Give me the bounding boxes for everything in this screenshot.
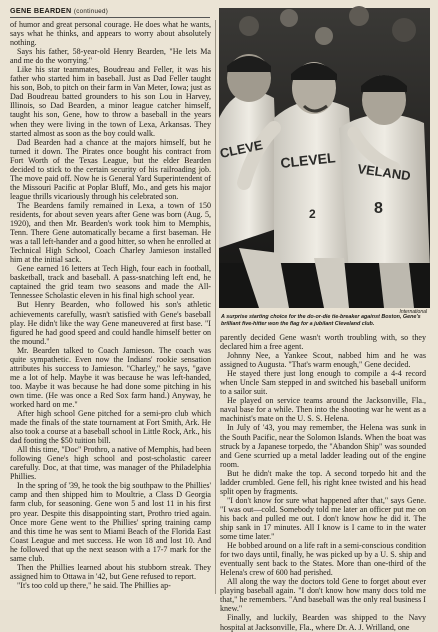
paragraph: The Beardens family remained in Lexa, a town of 150 residents, for about seven years after Gene was born (Aug. 5, 1920), and then Mr. Bearden's work took him to Memphis, Tenn. There Gene automatically became a first baseman. He was a tall left-hander and a good hitter, so when he enrolled at Technical High School, Coach Charley Jamieson installed him at the initial sack. [10, 200, 211, 265]
paragraph: Dad Bearden had a chance at the majors himself, but he turned it down. The Pirates once bought his contract from Fort Worth of the Texas League, but the elder Bearden decided to stick to the certain security of his railroading job. The move paid off. Now he is General Yard Superintendent of the Missouri Pacific at Poplar Bluff, Mo., and gets his major league thrills vicariously through his celebrated son. [10, 137, 211, 201]
paragraph: All along the way the doctors told Gene to forget about ever playing baseball again. "I don't know how many docs told me that," he remembers. "And baseball was the only real business I knew." [220, 577, 426, 614]
paragraph: parently decided Gene wasn't worth troubling with, so they declared him a free agent. [220, 333, 426, 352]
photo-credit: International [399, 309, 427, 315]
paragraph: He played on service teams around the Jacksonville, Fla., naval base for a while. Then into the shooting war he went as a machinist's mate on the U. S. S. Helena. [220, 396, 426, 424]
paragraph: Then the Phillies learned about his stubborn streak. They assigned him to Ottawa in '42, but Gene refused to report. [10, 562, 211, 581]
continued-label: (continued) [73, 8, 109, 15]
column-divider [215, 20, 216, 594]
paragraph: He bobbed around on a life raft in a semi-conscious condition for two days until, finally, he was picked up by a U. S. ship and eventually sent back to the States. More than one-third of the Helena's crew of 600 had perished. [220, 541, 426, 578]
paragraph: He stayed there just long enough to compile a 4-4 record when Uncle Sam stepped in and switched his baseball uniform to a sailor suit. [220, 369, 426, 397]
paragraph: Johnny Nee, a Yankee Scout, nabbed him and he was assigned to Augusta. "That's warm enough," Gene decided. [220, 351, 426, 370]
paragraph: Mr. Bearden talked to Coach Jamieson. The coach was quite sympathetic. Even now the Indians' rookie sensation attributes his success to Jamieson. "Charley," he says, "gave me a lot of help. Maybe it was because he was left-handed, too. Maybe it was because he had done some pitching in his own time. (He was once a Red Sox farm hand.) Anyway, he worked hard on me." [10, 345, 211, 409]
paragraph: Gene earned 16 letters at Tech High, four each in football, basketball, track and baseball. A pass-snatching left end, he captained the grid team two seasons and made the All-Tennessee Scholastic eleven in his final high school year. [10, 264, 211, 301]
team-celebration-photo [219, 8, 430, 308]
paragraph: In the spring of '39, he took the big southpaw to the Phillies' camp and then shipped him to Moultrie, a Class D Georgia farm club, for seasoning. Gene won 5 and lost 11 in his first pro year. Despite this disappointing start, Prothro tried again. Once more Gene went to the Phillies' spring training camp and this time he was sent to Miami Beach of the Florida East Coast League and met success. He won 18 and lost 10. And he followed that up the next season with a 17-7 mark for the same club. [10, 481, 211, 563]
paragraph: But Henry Bearden, who followed his son's athletic achievements carefully, wasn't satisfied with Gene's baseball play. He didn't like the way Gene maneuvered at first base. "I figured he had good speed and could handle himself better on the mound." [10, 300, 211, 346]
paragraph: of humor and great personal courage. He does what he wants, says what he thinks, and appears to worry about absolutely nothing. [10, 20, 211, 48]
jersey-number: 2 [309, 207, 316, 221]
paragraph: But he didn't make the top. A second torpedo hit and the ladder crumbled. Gene fell, his right knee twisted and his head split open by fragments. [220, 468, 426, 496]
jersey-lettering-left: CLEVE [218, 137, 265, 161]
paragraph: Finally, and luckily, Bearden was shipped to the Navy hospital at Jacksonville, Fla., where Dr. A. J. Wrilland, one [220, 613, 426, 632]
jersey-number: 8 [374, 200, 383, 217]
paragraph: All this time, "Doc" Prothro, a native of Memphis, had been following Gene's high school and post-scholastic career carefully. Doc, at that time, was manager of the Philadelphia Phillies. [10, 445, 211, 482]
header-rule [10, 17, 210, 18]
article-title: GENE BEARDEN [10, 6, 72, 15]
paragraph: Like his star teammates, Boudreau and Feller, it was his father who started him in baseball. Just as Dad Feller taught his son, Bob, to pitch on their farm in Van Meter, Iowa; just as Dad Boudreau batted grounders to his son Lou in Harvey, Illinois, so Dad Bearden, a minor league catcher himself, taught his son, Gene, how to throw a baseball in the years when they were living in the town of Lexa, Arkansas. They started almost as soon as the boy could walk. [10, 65, 211, 138]
paragraph: After high school Gene pitched for a semi-pro club which made the finals of the state tournament at Fort Smith, Ark. He also took a course at a baseball school in Little Rock, Ark., his dad footing the $50 tuition bill. [10, 409, 211, 446]
photo-illustration [219, 8, 430, 308]
photo-caption: A surprise starting choice for the do-or-die tie-breaker against Boston, Gene's brilliant five-hitter won the flag for a jubilant Cleveland club. [221, 314, 421, 327]
jersey-lettering-center: CLEVEL [279, 149, 337, 171]
paragraph: "I don't know for sure what happened after that," says Gene. "I was out—cold. Somebody told me later an officer put me on his back and pulled me out. I don't know how he did it. The ship sank in 17 minutes. All I know is I came to in the water some time later." [220, 495, 426, 542]
right-text-column [220, 333, 426, 632]
paragraph: Says his father, 58-year-old Henry Bearden, "He lets Ma and me do the worrying." [10, 47, 211, 66]
jersey-lettering-right: VELAND [356, 161, 412, 184]
left-text-column [10, 20, 211, 596]
paragraph: "It's too cold up there," he said. The Phillies ap- [17, 580, 171, 590]
paragraph: In July of '43, you may remember, the Helena was sunk in the South Pacific, near the Solomon Islands. When the boat was struck by a Japanese torpedo, the "Abandon Ship" was sounded and Gene scurried up a metal ladder leading out of the engine room. [220, 423, 426, 469]
